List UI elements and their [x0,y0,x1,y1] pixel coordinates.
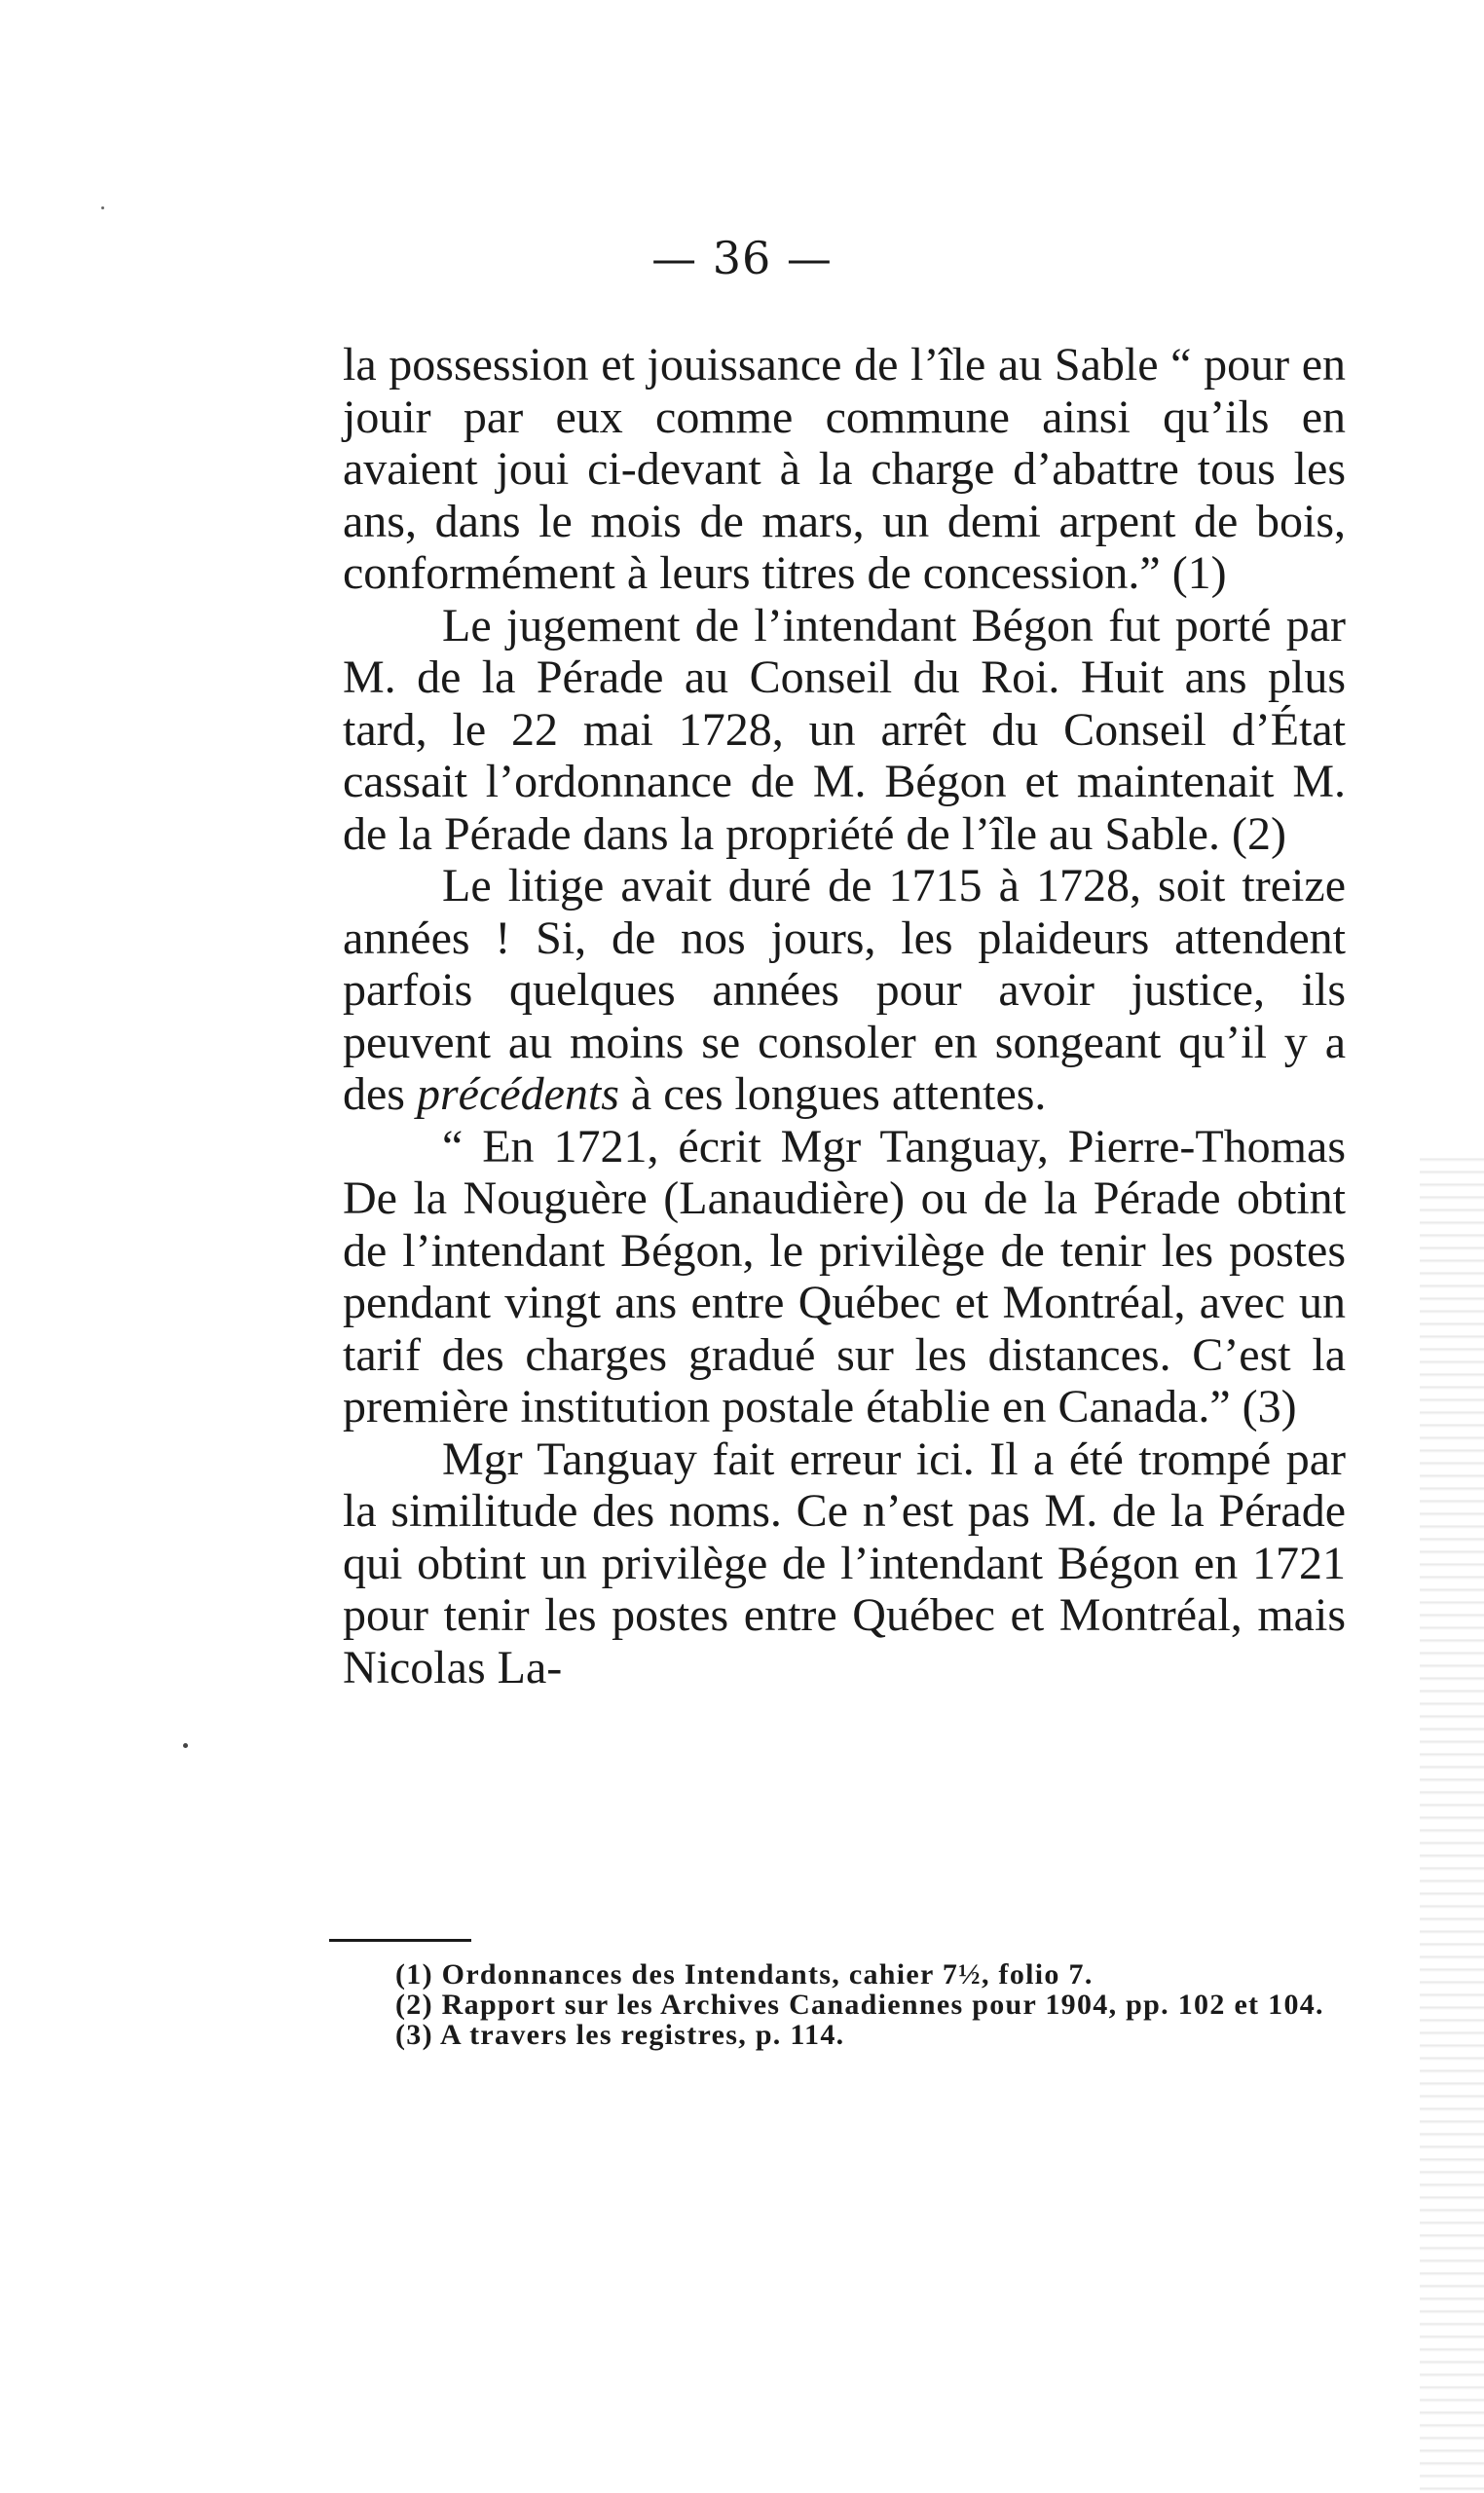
page-binding-edge [1420,1149,1484,2493]
paragraph-continuation: la possession et jouissance de l’île au Sable “ pour en jouir par eux comme commune ainsi qu’ils en avaient joui ci-devant à la charge d’abattre tous les ans, dans le mois de mars, un demi arpent de bois, conformément à leurs titres de concession.” (1) [343,339,1346,599]
paragraph-jugement: Le jugement de l’intendant Bégon fut porté par M. de la Pérade au Conseil du Roi. Huit ans plus tard, le 22 mai 1728, un arrêt du Conseil d’État cassait l’ordonnance de M. Bégon et maintenait M. de la Pérade dans la propriété de l’île au Sable. (2) [343,599,1346,860]
footnote-3: (3) A travers les registres, p. 114. [395,2019,845,2051]
paragraph-correction: Mgr Tanguay fait erreur ici. Il a été trompé par la similitude des noms. Ce n’est pas M. de la Pérade qui obtint un privilège de l’intendant Bégon en 1721 pour tenir les postes entre Québec et Montréal, mais Nicolas La- [343,1433,1346,1693]
footnote-2: (2) Rapport sur les Archives Canadiennes pour 1904, pp. 102 et 104. [395,1989,1324,2021]
page-number: — 36 — [651,232,833,284]
page-speck [101,206,104,209]
margin-speck [183,1743,188,1748]
paragraph-quotation-tanguay: “ En 1721, écrit Mgr Tanguay, Pierre-Thomas De la Nouguère (Lanaudière) ou de la Pérade obtint de l’intendant Bégon, le privilège de tenir les postes pendant vingt ans entre Québec et Montréal, avec un tarif des charges gradué sur les distances. C’est la première institution postale établie en Canada.” (3) [343,1120,1346,1433]
footnote-divider [329,1939,471,1942]
footnote-1: (1) Ordonnances des Intendants, cahier 7½, folio 7. [395,1958,1094,1991]
footnotes [327,1959,1330,2050]
paragraph-litige-end: à ces longues attentes. [618,1068,1047,1120]
paragraph-litige [343,860,1346,1121]
italic-precedents: précédents [416,1068,619,1120]
paragraph-litige-start: Le litige avait duré de 1715 à 1728, soit treize années ! Si, de nos jours, les plaideurs attendent parfois quelques années pour avoir justice, ils peuvent au moins se consoler en songeant qu’il y a des [343,860,1346,1120]
body-text [343,339,1346,1693]
